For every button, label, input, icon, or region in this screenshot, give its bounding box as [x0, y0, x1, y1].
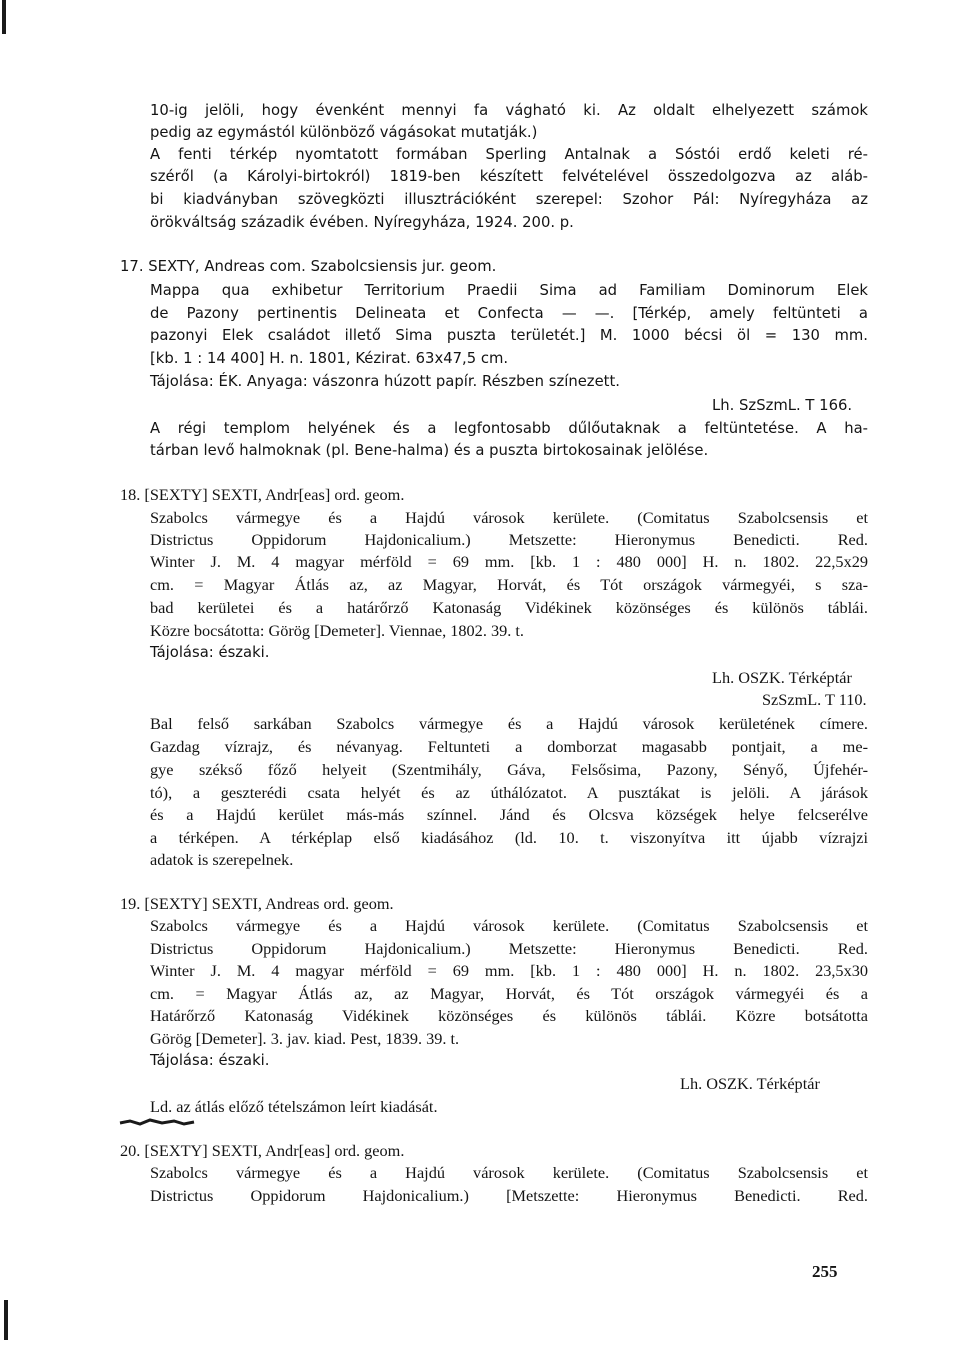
- print-smudge: [118, 1118, 196, 1126]
- text-line: Winter J. M. 4 magyar mérföld = 69 mm. [kb. 1 : 480 000] H. n. 1802. 22,5x29: [150, 552, 868, 571]
- text-line: [kb. 1 : 14 400] H. n. 1801, Kézirat. 63x47,5 cm.: [150, 350, 509, 367]
- text-line: Winter J. M. 4 magyar mérföld = 69 mm. [kb. 1 : 480 000] H. n. 1802. 23,5x30: [150, 961, 868, 980]
- text-line: bad kerületei és a határőrző Katonaság Vidékinek közönséges és különös táblái.: [150, 598, 868, 617]
- text-line: tárban levő halmoknak (pl. Bene-halma) és a puszta birtokosainak jelölése.: [150, 442, 709, 459]
- text-line: A fenti térkép nyomtatott formában Sperling Antalnak a Sóstói erdő keleti ré-: [150, 146, 868, 163]
- text-line: cm. = Magyar Átlás az, az Magyar, Horvát, és Tót országok vármegyéi és a: [150, 984, 868, 1003]
- text-line: Szabolcs vármegye és a Hajdú városok kerülete. (Comitatus Szabolcsensis et: [150, 508, 868, 527]
- text-line: gye székső főző helyeit (Szentmihály, Gáva, Felsősima, Pazony, Sényő, Újfehér-: [150, 760, 868, 779]
- text-line: 10-ig jelöli, hogy évenként mennyi fa vágható ki. Az oldalt elhelyezett számok: [150, 102, 868, 119]
- scan-edge-mark-top: [2, 0, 6, 34]
- entry-heading: 18. [SEXTY] SEXTI, Andr[eas] ord. geom.: [120, 485, 405, 504]
- text-line: Határőrző Katonaság Vidékinek közönséges és különös táblái. Közre botsátotta: [150, 1006, 868, 1025]
- text-line: Districtus Oppidorum Hajdonicalium.) Metszette: Hieronymus Benedicti. Red.: [150, 939, 868, 958]
- text-line: örökváltság századik évében. Nyíregyháza, 1924. 200. p.: [150, 214, 574, 231]
- text-line: Tájolása: ÉK. Anyaga: vászonra húzott papír. Részben színezett.: [150, 373, 620, 390]
- text-line: a térképen. A térképlap első kiadásához (ld. 10. t. viszonyítva itt újabb vízrajzi: [150, 828, 868, 847]
- text-line: Districtus Oppidorum Hajdonicalium.) Metszette: Hieronymus Benedicti. Red.: [150, 530, 868, 549]
- text-line: cm. = Magyar Átlás az, az Magyar, Horvát, és Tót országok vármegyéi, s sza-: [150, 575, 868, 594]
- text-line: pazonyi Elek családot illető Sima puszta területét.] M. 1000 bécsi öl = 130 mm.: [150, 327, 868, 344]
- text-line: Szabolcs vármegye és a Hajdú városok kerülete. (Comitatus Szabolcsensis et: [150, 1163, 868, 1182]
- text-line: Ld. az átlás előző tételszámon leírt kiadását.: [150, 1097, 438, 1116]
- text-line: tó), a geszterédi csata helyét és az úthálózatot. A pusztákat is jelöli. A járások: [150, 783, 868, 802]
- scan-edge-mark-bottom: [4, 1300, 8, 1340]
- holding-location: Lh. OSZK. Térképtár: [680, 1074, 820, 1093]
- text-line: Bal felső sarkában Szabolcs vármegye és a Hajdú városok kerületének címere.: [150, 714, 868, 733]
- entry-heading: 17. SEXTY, Andreas com. Szabolcsiensis jur. geom.: [120, 258, 497, 275]
- text-line: Tájolása: északi.: [150, 644, 270, 661]
- text-line: Közre bocsátotta: Görög [Demeter]. Viennae, 1802. 39. t.: [150, 621, 524, 640]
- text-line: Districtus Oppidorum Hajdonicalium.) [Metszette: Hieronymus Benedicti. Red.: [150, 1186, 868, 1205]
- holding-location: SzSzmL. T 110.: [762, 690, 867, 709]
- text-line: Mappa qua exhibetur Territorium Praedii Sima ad Familiam Dominorum Elek: [150, 282, 868, 299]
- text-line: és a Hajdú kerület más-más színnel. Jánd és Olcsva községek helye felcserélve: [150, 805, 868, 824]
- holding-location: Lh. SzSzmL. T 166.: [712, 397, 853, 414]
- text-line: bi kiadványban szövegközti illusztrációként szerepel: Szohor Pál: Nyíregyháza az: [150, 191, 868, 208]
- text-line: pedig az egymástól különböző vágásokat mutatják.): [150, 124, 538, 141]
- text-line: de Pazony pertinentis Delineata et Confecta — —. [Térkép, amely feltünteti a: [150, 305, 868, 322]
- text-line: Gazdag vízrajz, és névanyag. Feltunteti a domborzat magasabb pontjait, a me-: [150, 737, 868, 756]
- entry-heading: 20. [SEXTY] SEXTI, Andr[eas] ord. geom.: [120, 1141, 405, 1160]
- page-number: 255: [812, 1262, 838, 1281]
- text-line: Görög [Demeter]. 3. jav. kiad. Pest, 1839. 39. t.: [150, 1029, 460, 1048]
- holding-location: Lh. OSZK. Térképtár: [712, 668, 852, 687]
- text-line: Tájolása: északi.: [150, 1052, 270, 1069]
- text-line: széről (a Károlyi-birtokról) 1819-ben készített felvételével összedolgozva az aláb-: [150, 168, 868, 185]
- text-line: Szabolcs vármegye és a Hajdú városok kerülete. (Comitatus Szabolcsensis et: [150, 916, 868, 935]
- text-line: adatok is szerepelnek.: [150, 850, 294, 869]
- entry-heading: 19. [SEXTY] SEXTI, Andreas ord. geom.: [120, 894, 394, 913]
- text-line: A régi templom helyének és a legfontosabb dűlőutaknak a feltüntetése. A ha-: [150, 420, 868, 437]
